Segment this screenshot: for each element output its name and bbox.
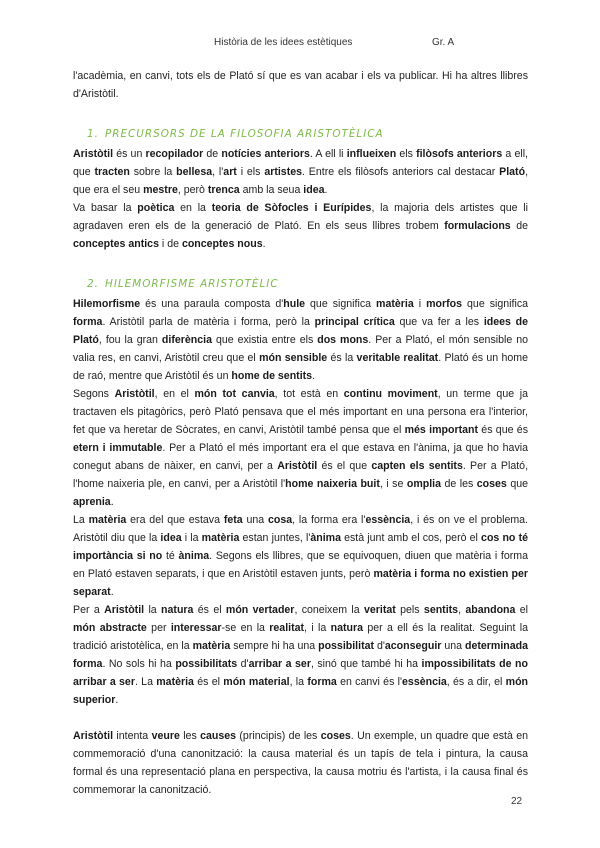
bold-term: ànima [178, 550, 210, 562]
bold-term: poètica [137, 202, 175, 214]
bold-term: Aristòtil [104, 604, 145, 616]
bold-term: matèria [88, 514, 127, 526]
bold-term: bellesa [176, 166, 213, 178]
bold-term: veritable realitat [356, 352, 439, 364]
bold-term: aconseguir [384, 640, 442, 652]
bold-term: coses [320, 730, 351, 742]
paragraph: Aristòtil intenta veure les causes (principis) de les coses. Un exemple, un quadre que està en commemoració d'una canonització: la causa material és un tapís de tela i pintura, la causa formal és una representació plana en perspectiva, la causa motriu és l'artista, i la causa final és commemorar la canonització. [73, 730, 528, 796]
bold-term: natura [330, 622, 364, 634]
bold-term: cosa [268, 514, 293, 526]
bold-term: Aristòtil [73, 148, 114, 160]
bold-term: home de sentits [231, 370, 313, 382]
section-heading-1 [87, 125, 528, 143]
header-title: Història de les idees estètiques [214, 37, 353, 48]
bold-term: teoria de Sòfocles i Eurípides [211, 202, 372, 214]
bold-term: forma [73, 316, 103, 328]
paragraph-gap [73, 709, 528, 727]
bold-term: Aristòtil [114, 388, 155, 400]
bold-term: matèria [376, 298, 414, 310]
bold-term: conceptes nous [181, 238, 263, 250]
page-header [0, 37, 600, 51]
section-heading-2 [87, 275, 528, 293]
paragraph: Va basar la poètica en la teoria de Sòfocles i Eurípides, la majoria dels artistes que li agradaven eren els de la generació de Plató. En els seus llibres trobem formulacions de conceptes antics i de conceptes nous. [73, 202, 529, 250]
bold-term: Hilemorfisme [73, 298, 141, 310]
paragraph: Per a Aristòtil la natura és el món vertader, coneixem la veritat pels sentits, abandona el món abstracte per interessar-se en la realitat, i la natura per a ell és la realitat. Seguint la tradició aristotèlica, en la matèria sempre hi ha una possibilitat d'aconseguir una determinada forma. No sols hi ha possibilitats d'arribar a ser, sinó que també hi ha impossibilitats de no arribar a ser. La matèria és el món material, la forma en canvi és l'essència, és a dir, el món superior. [73, 604, 529, 706]
bold-term: possibilitats [175, 658, 238, 670]
bold-term: determinada forma [73, 640, 529, 670]
bold-term: abandona [465, 604, 516, 616]
section-number: 2. [87, 278, 99, 290]
bold-term: conceptes antics [73, 238, 159, 250]
bold-term: home naixeria buit [285, 478, 380, 490]
bold-term: més important [404, 424, 478, 436]
document-body [73, 67, 528, 799]
bold-term: Aristòtil [277, 460, 318, 472]
bold-term: realitat [269, 622, 305, 634]
bold-term: filòsofs anteriors [416, 148, 503, 160]
bold-term: món vertader [225, 604, 295, 616]
bold-term: món abstracte [73, 622, 147, 634]
section-title: PRECURSORS DE LA FILOSOFIA ARISTOTÈLICA [105, 128, 384, 140]
intro-paragraph: l'acadèmia, en canvi, tots els de Plató sí que es van acabar i els va publicar. Hi ha altres llibres d'Aristòtil. [73, 70, 528, 100]
bold-term: idea [160, 532, 182, 544]
bold-term: veritat [364, 604, 396, 616]
bold-term: món material [223, 676, 290, 688]
bold-term: feta [223, 514, 243, 526]
bold-term: tracten [94, 166, 130, 178]
bold-term: causes [200, 730, 237, 742]
bold-term: influeixen [346, 148, 397, 160]
bold-term: idees de Plató [73, 316, 528, 346]
bold-term: omplia [406, 478, 441, 490]
bold-term: món superior [73, 676, 529, 706]
bold-term: hule [283, 298, 306, 310]
bold-term: veure [151, 730, 180, 742]
bold-term: ànima [310, 532, 341, 544]
bold-term: món tot canvia [194, 388, 275, 400]
bold-term: morfos [426, 298, 463, 310]
bold-term: interessar [170, 622, 222, 634]
paragraph: La matèria era del que estava feta una cosa, la forma era l'essència, i és on ve el problema. Aristòtil diu que la idea i la matèria estan juntes, l'ànima està junt amb el cos, però el cos no té importància si no té ànima. Segons els llibres, que se equivoquen, diuen que matèria i forma en Plató estaven separats, i que en Aristòtil estaven junts, però matèria i forma no existien per separat. [73, 514, 528, 598]
bold-term: matèria i forma no existien per separat [73, 568, 528, 598]
bold-term: Plató [499, 166, 526, 178]
bold-term: té importància si no [73, 532, 528, 562]
bold-term: matèria [192, 640, 231, 652]
bold-term: impossibilitats de no arribar a ser [73, 658, 528, 688]
bold-term: arribar a ser [248, 658, 311, 670]
bold-term: recopilador [145, 148, 204, 160]
bold-term: art [223, 166, 237, 178]
bold-term: notícies anteriors [221, 148, 310, 160]
bold-term: formulacions [444, 220, 511, 232]
bold-term: essència [402, 676, 447, 688]
section-title: HILEMORFISME ARISTOTÈLIC [105, 278, 279, 290]
bold-term: continu moviment [343, 388, 438, 400]
bold-term: possibilitat [318, 640, 375, 652]
bold-term: coses [476, 478, 507, 490]
section-number: 1. [87, 128, 99, 140]
bold-term: principal crítica [314, 316, 395, 328]
bold-term: aprenia [73, 496, 111, 508]
bold-term: capten els sentits [371, 460, 463, 472]
paragraph: Aristòtil és un recopilador de notícies anteriors. A ell li influeixen els filòsofs anteriors a ell, que tracten sobre la bellesa, l'art i els artistes. Entre els filòsofs anteriors cal destacar Plató, que era el seu mestre, però trenca amb la seua idea. [73, 148, 529, 196]
bold-term: dos mons [317, 334, 369, 346]
bold-term: mestre [143, 184, 178, 196]
bold-term: forma [307, 676, 337, 688]
paragraph: Segons Aristòtil, en el món tot canvia, tot està en continu moviment, un terme que ja tractaven els pitagòrics, però Plató pensava que el més important en una persona era l'interior, fet que va heretar de Sòcrates, en canvi, Aristòtil també pensa que el més important és que és etern i immutable. Per a Plató el més important era el que estava en l'ànima, ja que ho havia conegut abans de nàixer, en canvi, per a Aristòtil és el que capten els sentits. Per a Plató, l'home naixeria ple, en canvi, per a Aristòtil l'home naixeria buit, i se omplia de les coses que aprenia. [73, 388, 529, 508]
bold-term: natura [161, 604, 194, 616]
bold-term: trenca [207, 184, 240, 196]
bold-term: idea [303, 184, 325, 196]
bold-term: cos no [481, 532, 516, 544]
bold-term: diferència [161, 334, 212, 346]
bold-term: món sensible [259, 352, 328, 364]
bold-term: matèria [201, 532, 240, 544]
bold-term: etern i immutable [73, 442, 163, 454]
bold-term: Aristòtil [73, 730, 114, 742]
paragraph: Hilemorfisme és una paraula composta d'hule que significa matèria i morfos que significa forma. Aristòtil parla de matèria i forma, però la principal crítica que va fer a les idees de Plató, fou la gran diferència que existia entre els dos mons. Per a Plató, el món sensible no valia res, en canvi, Aristòtil creu que el món sensible és la veritable realitat. Plató és un home de raó, mentre que Aristòtil és un home de sentits. [73, 298, 529, 382]
header-group: Gr. A [432, 37, 455, 48]
bold-term: essència [365, 514, 411, 526]
bold-term: matèria [156, 676, 194, 688]
page-number: 22 [511, 796, 523, 807]
bold-term: sentits [423, 604, 459, 616]
bold-term: artistes [264, 166, 303, 178]
